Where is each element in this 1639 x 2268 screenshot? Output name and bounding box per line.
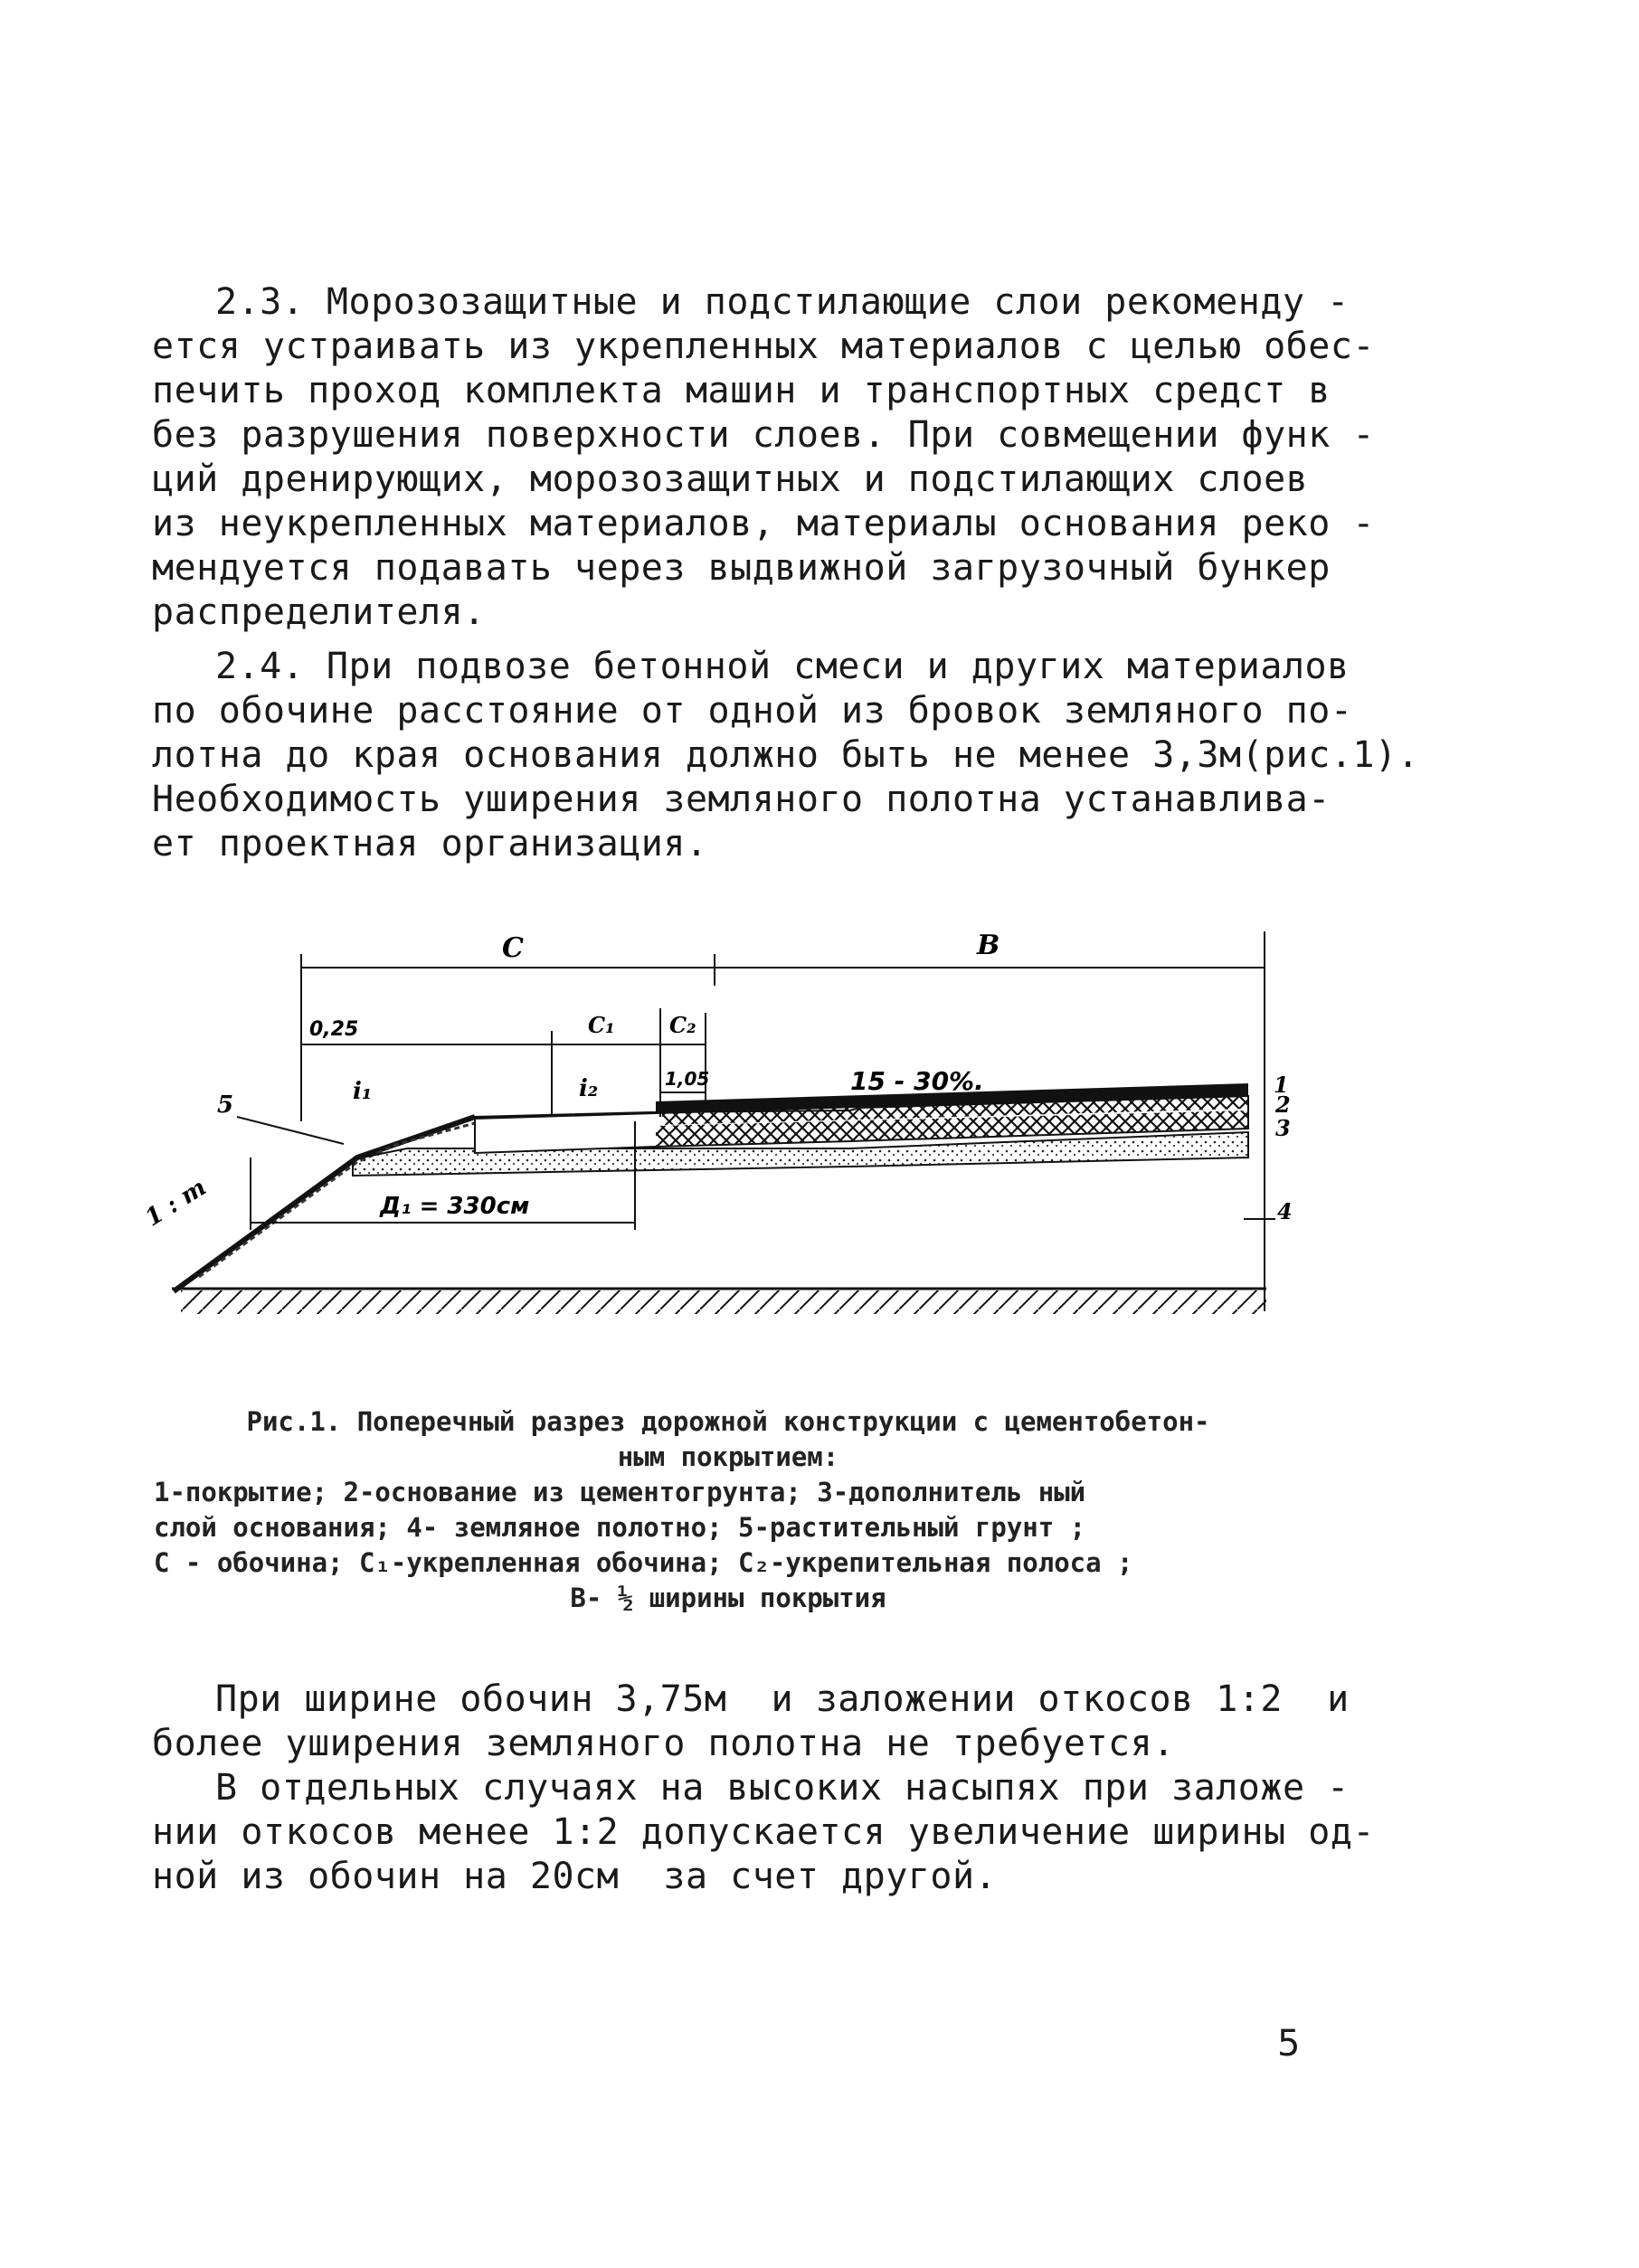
label-slope-percent: 15 - 30%. bbox=[850, 1066, 984, 1096]
figure-caption bbox=[154, 1404, 1303, 1616]
label-slope-ratio: 1 : m bbox=[140, 1174, 212, 1233]
text-line: В отдельных случаях на высоких насыпях при заложе - bbox=[215, 1767, 1350, 1809]
caption-line: ным покрытием: bbox=[617, 1441, 839, 1472]
label-2: 2 bbox=[1275, 1091, 1291, 1118]
label-i2: i₂ bbox=[579, 1075, 599, 1102]
text-line: Необходимость уширения земляного полотна устанавлива- bbox=[152, 779, 1331, 820]
paragraph-shoulder-width bbox=[152, 1677, 1376, 1899]
label-3: 3 bbox=[1275, 1115, 1291, 1141]
label-b: В bbox=[977, 930, 1000, 961]
label-c2: С₂ bbox=[669, 1012, 696, 1038]
text-line: мендуется подавать через выдвижной загрузочный бункер bbox=[152, 547, 1331, 589]
ground-hatching bbox=[172, 1289, 1266, 1314]
text-line: более уширения земляного полотна не требуется. bbox=[152, 1723, 1175, 1764]
text-line: ной из обочин на 20см за счет другой. bbox=[152, 1856, 998, 1897]
text-line: печить проход комплекта машин и транспортных средст в bbox=[152, 370, 1331, 411]
label-4: 4 bbox=[1277, 1198, 1293, 1224]
text-line: распределителя. bbox=[152, 591, 486, 633]
label-c1: С₁ bbox=[588, 1012, 615, 1038]
text-line: из неукрепленных материалов, материалы основания реко - bbox=[152, 503, 1376, 544]
text-line: нии откосов менее 1:2 допускается увеличение ширины од- bbox=[152, 1811, 1376, 1853]
paragraph-2-4 bbox=[152, 645, 1420, 866]
text-line: без разрушения поверхности слоев. При совмещении функ - bbox=[152, 414, 1376, 456]
caption-line: В- ½ ширины покрытия bbox=[570, 1583, 886, 1613]
text-line: ет проектная организация. bbox=[152, 823, 708, 865]
caption-line: Рис.1. Поперечный разрез дорожной конструкции с цементобетон- bbox=[246, 1406, 1210, 1437]
text-line: ций дренирующих, морозозащитных и подстилающих слоев bbox=[152, 458, 1309, 500]
caption-line: С - обочина; С₁-укрепленная обочина; С₂-укрепительная полоса ; bbox=[154, 1547, 1133, 1578]
page-number: 5 bbox=[1277, 2023, 1301, 2065]
label-025: 0,25 bbox=[309, 1018, 359, 1041]
text-line: При ширине обочин 3,75м и заложении откосов 1:2 и bbox=[215, 1678, 1350, 1720]
label-105: 1,05 bbox=[665, 1068, 710, 1090]
text-line: по обочине расстояние от одной из бровок земляного по- bbox=[152, 690, 1353, 732]
caption-line: 1-покрытие; 2-основание из цементогрунта; 3-дополнитель ный bbox=[154, 1477, 1086, 1507]
text-line: 2.4. При подвозе бетонной смеси и других материалов bbox=[215, 646, 1350, 687]
road-cross-section-figure bbox=[140, 930, 1293, 1329]
paragraph-2-3 bbox=[152, 280, 1376, 635]
caption-line: слой основания; 4- земляное полотно; 5-растительный грунт ; bbox=[154, 1512, 1086, 1543]
text-line: лотна до края основания должно быть не менее 3,3м(рис.1). bbox=[152, 734, 1420, 776]
label-d1-330cm: Д₁ = 330см bbox=[380, 1193, 530, 1220]
label-1: 1 bbox=[1274, 1072, 1289, 1098]
label-c: С bbox=[502, 932, 524, 964]
label-5: 5 bbox=[217, 1091, 234, 1119]
label-i1: i₁ bbox=[353, 1078, 373, 1105]
text-line: 2.3. Морозозащитные и подстилающие слои рекоменду - bbox=[215, 281, 1350, 323]
text-line: ется устраивать из укрепленных материалов с целью обес- bbox=[152, 326, 1376, 367]
